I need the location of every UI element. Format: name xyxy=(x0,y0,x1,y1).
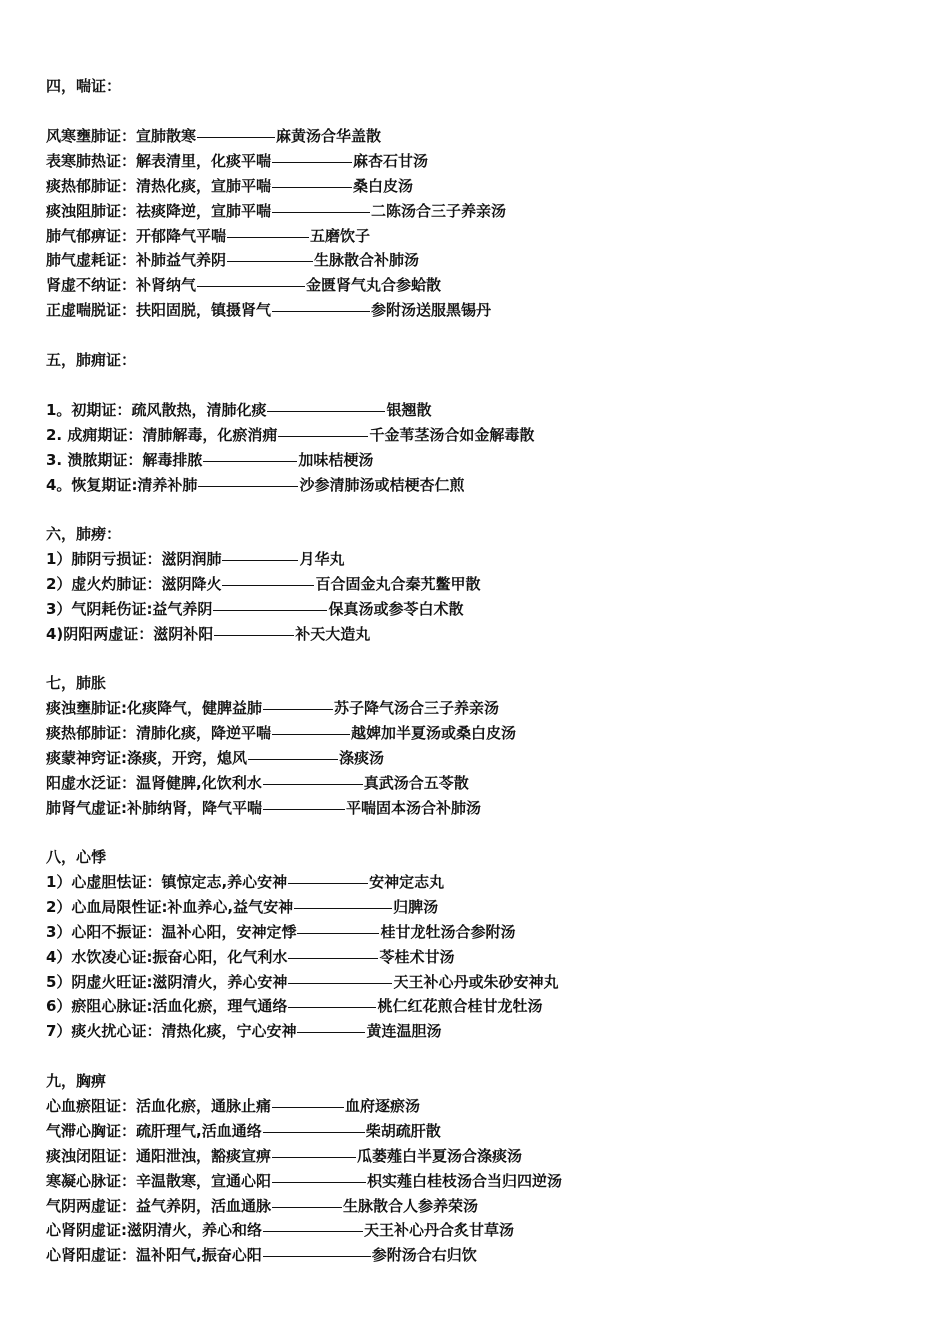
syndrome-label: 心肾阳虚证：温补阳气,振奋心阳 xyxy=(46,1246,262,1265)
formula-name: 参附汤合右归饮 xyxy=(371,1246,477,1265)
formula-name: 补天大造丸 xyxy=(295,624,371,643)
section-heading: 九，胸痹 xyxy=(46,1072,107,1090)
dash-separator xyxy=(248,759,338,760)
formula-name: 百合固金丸合秦艽鳖甲散 xyxy=(315,574,481,593)
syndrome-label: 2）心血局限性证:补血养心,益气安神 xyxy=(46,897,294,916)
syndrome-label: 痰热郁肺证：清肺化痰，降逆平喘 xyxy=(46,723,272,742)
syndrome-entry xyxy=(46,597,906,622)
formula-name: 桑白皮汤 xyxy=(353,176,414,195)
formula-name: 黄连温胆汤 xyxy=(366,1022,442,1041)
syndrome-entry xyxy=(46,895,906,920)
formula-name: 安神定志丸 xyxy=(369,873,445,891)
syndrome-entry xyxy=(46,1194,906,1219)
syndrome-entry xyxy=(46,696,906,721)
syndrome-entry xyxy=(46,870,906,895)
dash-separator xyxy=(272,311,370,312)
syndrome-label: 痰浊阻肺证：祛痰降逆，宣肺平喘 xyxy=(46,201,272,220)
syndrome-entry xyxy=(46,448,906,473)
formula-name: 生脉散合人参养荣汤 xyxy=(343,1196,479,1215)
dash-separator xyxy=(263,709,333,710)
syndrome-entry xyxy=(46,298,906,323)
syndrome-label: 肺肾气虚证:补肺纳肾，降气平喘 xyxy=(46,798,263,817)
dash-separator xyxy=(267,411,385,412)
syndrome-entry xyxy=(46,398,906,423)
formula-name: 真武汤合五苓散 xyxy=(363,773,469,792)
section-3 xyxy=(46,522,906,647)
syndrome-label: 表寒肺热证：解表清里，化痰平喘 xyxy=(46,151,272,170)
formula-name: 参附汤送服黑锡丹 xyxy=(371,301,492,320)
formula-name: 天王补心丹合炙甘草汤 xyxy=(364,1221,515,1240)
formula-name: 月华丸 xyxy=(299,550,345,568)
formula-name: 沙参清肺汤或桔梗杏仁煎 xyxy=(299,475,465,494)
dash-separator xyxy=(272,1157,356,1158)
dash-separator xyxy=(198,486,298,487)
dash-separator xyxy=(263,1256,371,1257)
syndrome-entry xyxy=(46,547,906,572)
section-6 xyxy=(46,1069,906,1268)
syndrome-label: 3. 溃脓期证：解毒排脓 xyxy=(46,450,203,469)
syndrome-entry xyxy=(46,1243,906,1268)
syndrome-label: 风寒壅肺证：宣肺散寒 xyxy=(46,127,197,145)
dash-separator xyxy=(263,1231,363,1232)
syndrome-label: 痰浊闭阻证：通阳泄浊，豁痰宣痹 xyxy=(46,1146,272,1165)
syndrome-entry xyxy=(46,1144,906,1169)
formula-name: 柴胡疏肝散 xyxy=(365,1121,441,1140)
dash-separator xyxy=(197,137,275,138)
dash-separator xyxy=(263,1132,365,1133)
dash-separator xyxy=(214,635,294,636)
syndrome-label: 1。初期证：疏风散热，清肺化痰 xyxy=(46,401,267,419)
syndrome-label: 7）痰火扰心证：清热化痰，宁心安神 xyxy=(46,1022,297,1041)
formula-name: 银翘散 xyxy=(386,401,432,419)
formula-name: 二陈汤合三子养亲汤 xyxy=(371,201,507,220)
syndrome-entry xyxy=(46,174,906,199)
syndrome-entry xyxy=(46,945,906,970)
formula-name: 保真汤或参苓白术散 xyxy=(328,599,464,618)
syndrome-label: 6）瘀阻心脉证:活血化瘀，理气通络 xyxy=(46,997,288,1016)
syndrome-entry xyxy=(46,1119,906,1144)
dash-separator xyxy=(203,461,297,462)
formula-name: 平喘固本汤合补肺汤 xyxy=(346,798,482,817)
formula-name: 天王补心丹或朱砂安神丸 xyxy=(393,972,559,991)
section-heading: 六，肺痨： xyxy=(46,525,122,543)
syndrome-label: 正虚喘脱证：扶阳固脱，镇摄肾气 xyxy=(46,301,272,320)
syndrome-entry xyxy=(46,746,906,771)
formula-name: 归脾汤 xyxy=(393,897,439,916)
formula-name: 枳实薤白桂枝汤合当归四逆汤 xyxy=(367,1171,563,1190)
formula-name: 生脉散合补肺汤 xyxy=(314,251,420,270)
syndrome-label: 肺气郁痹证：开郁降气平喘 xyxy=(46,226,227,245)
syndrome-entry xyxy=(46,1169,906,1194)
syndrome-label: 心肾阴虚证:滋阴清火，养心和络 xyxy=(46,1221,263,1240)
dash-separator xyxy=(222,585,314,586)
syndrome-label: 1）心虚胆怯证：镇惊定志,养心安神 xyxy=(46,873,288,891)
syndrome-entry xyxy=(46,970,906,995)
dash-separator xyxy=(272,1207,342,1208)
section-4 xyxy=(46,671,906,820)
formula-name: 五磨饮子 xyxy=(310,226,371,245)
dash-separator xyxy=(222,560,298,561)
formula-name: 麻黄汤合华盖散 xyxy=(276,127,382,145)
syndrome-entry xyxy=(46,796,906,821)
dash-separator xyxy=(288,1007,376,1008)
dash-separator xyxy=(213,610,327,611)
syndrome-entry xyxy=(46,423,906,448)
syndrome-label: 阳虚水泛证：温肾健脾,化饮利水 xyxy=(46,773,262,792)
section-5 xyxy=(46,845,906,1044)
formula-name: 越婢加半夏汤或桑白皮汤 xyxy=(351,723,517,742)
syndrome-label: 4。恢复期证:清养补肺 xyxy=(46,475,198,494)
dash-separator xyxy=(227,237,309,238)
dash-separator xyxy=(263,809,345,810)
syndrome-label: 痰蒙神窍证:涤痰，开窍，熄风 xyxy=(46,748,247,767)
syndrome-entry xyxy=(46,622,906,647)
syndrome-label: 3）气阴耗伤证:益气养阴 xyxy=(46,599,213,618)
syndrome-label: 1）肺阴亏损证：滋阴润肺 xyxy=(46,550,222,568)
syndrome-label: 肾虚不纳证：补肾纳气 xyxy=(46,276,197,295)
syndrome-entry xyxy=(46,721,906,746)
formula-name: 瓜蒌薤白半夏汤合涤痰汤 xyxy=(357,1146,523,1165)
dash-separator xyxy=(272,734,350,735)
blank-line xyxy=(46,373,906,398)
formula-name: 涤痰汤 xyxy=(339,748,385,767)
dash-separator xyxy=(272,162,352,163)
dash-separator xyxy=(288,983,392,984)
dash-separator xyxy=(272,187,352,188)
section-1 xyxy=(46,74,906,323)
syndrome-entry xyxy=(46,199,906,224)
syndrome-entry xyxy=(46,771,906,796)
dash-separator xyxy=(272,1107,344,1108)
dash-separator xyxy=(288,883,368,884)
syndrome-entry xyxy=(46,149,906,174)
syndrome-entry xyxy=(46,920,906,945)
dash-separator xyxy=(278,436,368,437)
syndrome-entry xyxy=(46,248,906,273)
syndrome-label: 痰浊壅肺证:化痰降气，健脾益肺 xyxy=(46,699,263,717)
formula-name: 桃仁红花煎合桂甘龙牡汤 xyxy=(377,997,543,1016)
formula-name: 金匮肾气丸合参蛤散 xyxy=(306,276,442,295)
syndrome-label: 2. 成痈期证：清肺解毒，化瘀消痈 xyxy=(46,425,278,444)
dash-separator xyxy=(294,908,392,909)
syndrome-entry xyxy=(46,273,906,298)
dash-separator xyxy=(197,286,305,287)
syndrome-label: 气滞心胸证：疏肝理气,活血通络 xyxy=(46,1121,262,1140)
syndrome-entry xyxy=(46,224,906,249)
section-heading: 八，心悸 xyxy=(46,848,107,866)
formula-name: 加味桔梗汤 xyxy=(298,450,374,469)
dash-separator xyxy=(297,1032,365,1033)
syndrome-label: 肺气虚耗证：补肺益气养阴 xyxy=(46,251,227,270)
syndrome-label: 气阴两虚证：益气养阴，活血通脉 xyxy=(46,1196,272,1215)
dash-separator xyxy=(227,261,313,262)
section-heading: 五，肺痈证： xyxy=(46,351,137,369)
syndrome-entry xyxy=(46,1218,906,1243)
formula-name: 麻杏石甘汤 xyxy=(353,151,429,170)
formula-name: 苏子降气汤合三子养亲汤 xyxy=(334,699,500,717)
dash-separator xyxy=(272,212,370,213)
syndrome-entry xyxy=(46,124,906,149)
formula-name: 苓桂术甘汤 xyxy=(379,947,455,966)
syndrome-label: 寒凝心脉证：辛温散寒，宣通心阳 xyxy=(46,1171,272,1190)
syndrome-label: 3）心阳不振证：温补心阳，安神定悸 xyxy=(46,922,297,941)
section-2 xyxy=(46,348,906,498)
formula-name: 千金苇茎汤合如金解毒散 xyxy=(369,425,535,444)
dash-separator xyxy=(288,958,378,959)
syndrome-label: 4)阴阳两虚证：滋阴补阳 xyxy=(46,624,214,643)
syndrome-label: 痰热郁肺证：清热化痰，宣肺平喘 xyxy=(46,176,272,195)
syndrome-label: 心血瘀阻证：活血化瘀，通脉止痛 xyxy=(46,1097,272,1115)
dash-separator xyxy=(272,1182,366,1183)
syndrome-label: 2）虚火灼肺证：滋阴降火 xyxy=(46,574,222,593)
syndrome-label: 4）水饮凌心证:振奋心阳，化气利水 xyxy=(46,947,288,966)
syndrome-entry xyxy=(46,1019,906,1044)
section-heading: 七，肺胀 xyxy=(46,674,107,692)
dash-separator xyxy=(263,784,363,785)
syndrome-label: 5）阴虚火旺证:滋阴清火，养心安神 xyxy=(46,972,288,991)
syndrome-entry xyxy=(46,473,906,498)
syndrome-entry xyxy=(46,572,906,597)
formula-name: 血府逐瘀汤 xyxy=(345,1097,421,1115)
syndrome-entry xyxy=(46,1094,906,1119)
blank-line xyxy=(46,99,906,124)
dash-separator xyxy=(297,933,379,934)
syndrome-entry xyxy=(46,994,906,1019)
section-heading: 四，喘证： xyxy=(46,77,122,95)
formula-name: 桂甘龙牡汤合参附汤 xyxy=(380,922,516,941)
